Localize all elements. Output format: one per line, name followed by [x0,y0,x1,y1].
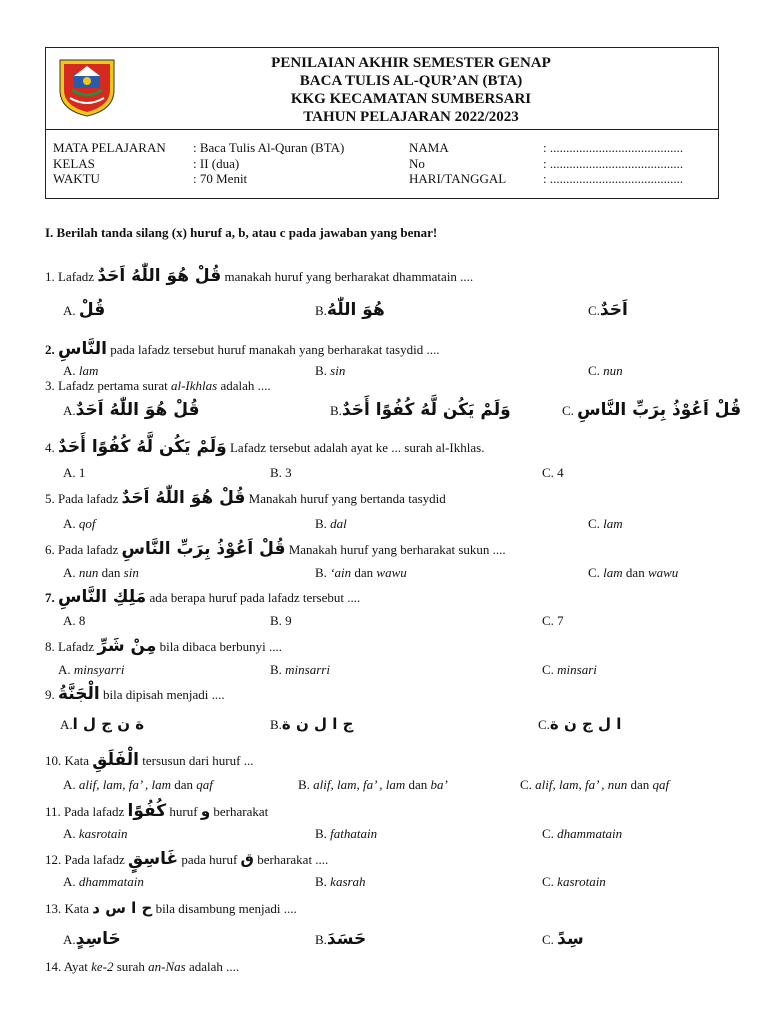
q9-arabic: الْجَنَّةُ [58,684,100,704]
option-text: dan [630,777,650,792]
option-text: dan [354,565,374,580]
q3-option-b[interactable] [330,400,511,420]
option-arabic: وَلَمْ يَكُن لَّهُ كُفُوًا أَحَدٌ [341,400,511,420]
q9-option-b[interactable] [270,715,353,733]
option-text: kasrotain [557,874,606,889]
option-text: dan [101,565,121,580]
option-text: qof [78,516,96,531]
q7-pre: 7. [45,590,55,605]
q1-option-c[interactable] [588,300,628,320]
option-letter: C. [588,363,600,378]
info-label: KELAS [53,155,95,171]
q8-post: bila dibaca berbunyi .... [159,639,283,654]
q11-option-a[interactable] [63,826,128,842]
option-text: dan [174,777,194,792]
q12-option-a[interactable] [63,874,144,890]
question-9 [45,684,225,704]
info-label: MATA PELAJARAN [53,140,166,155]
q6-pre: 6. Pada lafadz [45,542,119,557]
option-letter: A. [63,403,76,418]
q13-option-b[interactable] [315,929,366,949]
info-value: : II (dua) [193,155,240,171]
question-11 [45,801,268,821]
info-label: WAKTU [53,171,100,186]
option-text: nun [603,363,623,378]
option-arabic: ج ا ل ن ة [281,715,354,733]
option-letter: C. [538,717,550,732]
option-text: qaf [196,777,213,792]
number-field[interactable]: : ......................................... [543,155,684,171]
q9-pre: 9. [45,687,55,702]
option-text: dhammatain [78,874,144,889]
option-letter: C. [562,403,574,418]
info-label: HARI/TANGGAL [409,171,507,186]
q3-option-a[interactable] [63,400,200,420]
info-label: No [409,155,425,171]
header-title-4: TAHUN PELAJARAN 2022/2023 [303,109,519,125]
q6-option-c[interactable] [588,565,678,581]
info-value: : 70 Menit [193,171,248,186]
option-letter: C. [542,826,554,841]
q11-option-c[interactable] [542,826,622,842]
q5-post: Manakah huruf yang bertanda tasydid [248,491,446,506]
q8-pre: 8. Lafadz [45,639,95,654]
option-letter: B. [330,403,342,418]
option-letter: A. [63,777,76,792]
option-text: dan [625,565,645,580]
q8-option-b[interactable] [270,662,330,678]
question-5 [45,488,446,508]
q14-post: adalah .... [188,959,240,974]
option-text: lam [603,565,623,580]
option-letter: B. [315,565,327,580]
q11-pre: 11. Pada lafadz [45,804,125,819]
q13-pre: 13. Kata [45,901,90,916]
q13-option-a[interactable] [63,929,121,949]
option-letter: B. [315,363,327,378]
q3-pre: 3. Lafadz pertama surat [45,378,168,393]
info-label: NAMA [409,140,449,155]
q12-arabic: غَاسِقٍ [128,849,179,869]
q13-post: bila disambung menjadi .... [155,901,297,916]
q11-post: berharakat [213,804,269,819]
question-14 [45,959,239,975]
q7-option-c[interactable]: C. 7 [542,613,564,628]
option-letter: B. [315,826,327,841]
option-letter: C. [542,932,554,947]
q12-option-b[interactable] [315,874,366,890]
option-text: minsari [557,662,597,677]
option-letter: B. [315,303,327,318]
option-arabic: حَاسِدٍ [75,929,121,949]
q11-mid: huruf [169,804,198,819]
q3-italic: al-Ikhlas [170,378,218,393]
q6-option-a[interactable] [63,565,139,581]
option-letter: A. [63,303,76,318]
option-text: alif, lam, fa’ , lam [78,777,171,792]
option-text: ba’ [430,777,448,792]
q14-mid: surah [116,959,145,974]
q5-option-c[interactable] [588,516,623,532]
header-title-2: BACA TULIS AL-QUR’AN (BTA) [299,73,523,89]
q13-option-c[interactable] [542,929,584,949]
option-letter: C. [588,565,600,580]
q3-option-c[interactable] [562,400,741,420]
q10-option-c[interactable] [520,777,669,793]
option-text: lam [78,363,99,378]
option-text: kasrotain [78,826,128,841]
instruction: I. Berilah tanda silang (x) huruf a, b, atau c pada jawaban yang benar! [45,225,438,240]
q10-post: tersusun dari huruf ... [142,753,254,768]
option-text: sin [330,363,346,378]
q5-pre: 5. Pada lafadz [45,491,119,506]
q14-pre: 14. Ayat [45,959,88,974]
q4-post: Lafadz tersebut adalah ayat ke ... surah al-Ikhlas. [229,440,485,455]
option-letter: B. [270,662,282,677]
question-13 [45,899,297,917]
q10-arabic: الْفَلَقِ [92,750,140,770]
header-title-1: PENILAIAN AKHIR SEMESTER GENAP [271,55,551,71]
q11-option-b[interactable] [315,826,377,842]
option-letter: A. [60,717,73,732]
option-text: alif, lam, fa’ , nun [535,777,628,792]
q12-mid: pada huruf [181,852,238,867]
q7-option-a[interactable]: A. 8 [63,613,86,628]
question-2 [45,339,439,359]
q1-option-a[interactable] [63,300,105,320]
q14-italic: an-Nas [148,959,186,974]
question-4 [45,437,484,457]
question-1 [45,266,473,286]
option-text: minsarri [285,662,330,677]
option-letter: B. [315,874,327,889]
q12-arabic-letter: ق [240,850,254,868]
option-letter: A. [63,826,76,841]
q10-option-b[interactable] [298,777,448,793]
q4-option-c[interactable]: C. 4 [542,465,564,480]
date-field[interactable]: : ......................................... [543,171,684,186]
option-letter: B. [315,932,327,947]
q4-option-b[interactable]: B. 3 [270,465,292,480]
question-12 [45,849,328,869]
option-arabic: هُوَ اللّٰهُ [326,300,385,320]
option-text: sin [123,565,139,580]
option-text: dan [408,777,428,792]
option-letter: C. [542,874,554,889]
option-arabic: قُلْ اَعُوْذُ بِرَبِّ النَّاسِ [577,400,742,420]
option-text: nun [78,565,99,580]
q2-post: pada lafadz tersebut huruf manakah yang berharakat tasydid .... [110,342,440,357]
option-letter: B. [315,516,327,531]
q10-option-a[interactable] [63,777,213,793]
q1-post: manakah huruf yang berharakat dhammatain .... [224,269,474,284]
option-letter: C. [588,516,600,531]
option-letter: B. [270,717,282,732]
info-value: : Baca Tulis Al-Quran (BTA) [193,140,345,155]
q11-arabic: كُفُوًا [127,801,167,821]
option-text: ‘ain [330,565,352,580]
q5-arabic: قُلْ هُوَ اللّٰهُ اَحَدٌ [121,488,246,508]
q5-option-b[interactable] [315,516,347,532]
q9-option-a[interactable] [60,715,144,733]
option-arabic: قُلْ هُوَ اللّٰهُ اَحَدٌ [75,400,200,420]
q2-pre: 2. [45,342,55,357]
option-arabic: قُلْ [78,300,106,320]
q3-post: adalah .... [220,378,271,393]
name-field[interactable]: : ......................................... [543,140,684,155]
q7-arabic: مَلِكِ النَّاسِ [58,587,147,607]
option-text: dhammatain [557,826,623,841]
option-arabic: حَسَدَ [326,929,367,949]
q13-arabic: ح ا س د [92,899,153,917]
option-letter: C. [588,303,600,318]
option-text: alif, lam, fa’ , lam [313,777,406,792]
option-text: qaf [652,777,670,792]
option-text: fathatain [330,826,378,841]
q1-pre: 1. Lafadz [45,269,95,284]
q6-arabic: قُلْ اَعُوْذُ بِرَبِّ النَّاسِ [121,539,286,559]
q6-option-b[interactable] [315,565,407,581]
q6-post: Manakah huruf yang berharakat sukun .... [288,542,506,557]
q4-pre: 4. [45,440,55,455]
q7-option-b[interactable]: B. 9 [270,613,292,628]
q9-option-c[interactable] [538,715,621,733]
q2-option-a[interactable] [63,363,98,379]
q7-post: ada berapa huruf pada lafadz tersebut .... [149,590,361,605]
info-row [53,156,713,172]
question-3 [45,378,271,394]
q12-post: berharakat .... [257,852,329,867]
header-title-area [46,48,718,130]
option-letter: A. [63,363,76,378]
option-letter: A. [63,874,76,889]
q1-arabic: قُلْ هُوَ اللّٰهُ اَحَدٌ [97,266,222,286]
q10-pre: 10. Kata [45,753,90,768]
q1-option-b[interactable] [315,300,385,320]
q2-arabic: النَّاسِ [58,339,107,359]
regency-logo [56,56,118,118]
option-arabic: ا ل ج ن ة [549,715,622,733]
q9-post: bila dipisah menjadi .... [102,687,225,702]
question-6 [45,539,506,559]
option-letter: A. [63,565,76,580]
option-text: minsyarri [73,662,125,677]
option-arabic: سِدً [557,929,584,949]
option-text: wawu [376,565,407,580]
q12-pre: 12. Pada lafadz [45,852,125,867]
option-text: kasrah [330,874,366,889]
option-letter: B. [298,777,310,792]
question-10 [45,750,253,770]
question-8 [45,636,282,656]
info-row [53,140,713,156]
header-title-3: KKG KECAMATAN SUMBERSARI [290,91,532,107]
option-text: wawu [647,565,679,580]
q14-italic: ke-2 [91,959,114,974]
option-arabic: ة ن ج ل ا [72,715,145,733]
q5-option-a[interactable] [63,516,96,532]
q8-option-a[interactable] [58,662,124,678]
q2-option-b[interactable] [315,363,345,379]
q4-arabic: وَلَمْ يَكُن لَّهُ كُفُوًا أَحَدٌ [58,437,227,457]
q11-arabic-letter: و [200,802,211,820]
option-text: lam [603,516,623,531]
question-7 [45,587,360,607]
option-letter: A. [63,516,76,531]
info-row [53,171,713,187]
option-letter: C. [542,662,554,677]
option-text: dal [330,516,347,531]
header-info [53,140,713,187]
q4-option-a[interactable]: A. 1 [63,465,86,480]
option-letter: C. [520,777,532,792]
q8-option-c[interactable] [542,662,597,678]
option-arabic: اَحَدٌ [599,300,628,320]
q8-arabic: مِنْ شَرِّ [97,636,157,656]
q2-option-c[interactable] [588,363,623,379]
q12-option-c[interactable] [542,874,606,890]
option-letter: A. [63,932,76,947]
option-letter: A. [58,662,71,677]
header-titles [146,54,676,126]
